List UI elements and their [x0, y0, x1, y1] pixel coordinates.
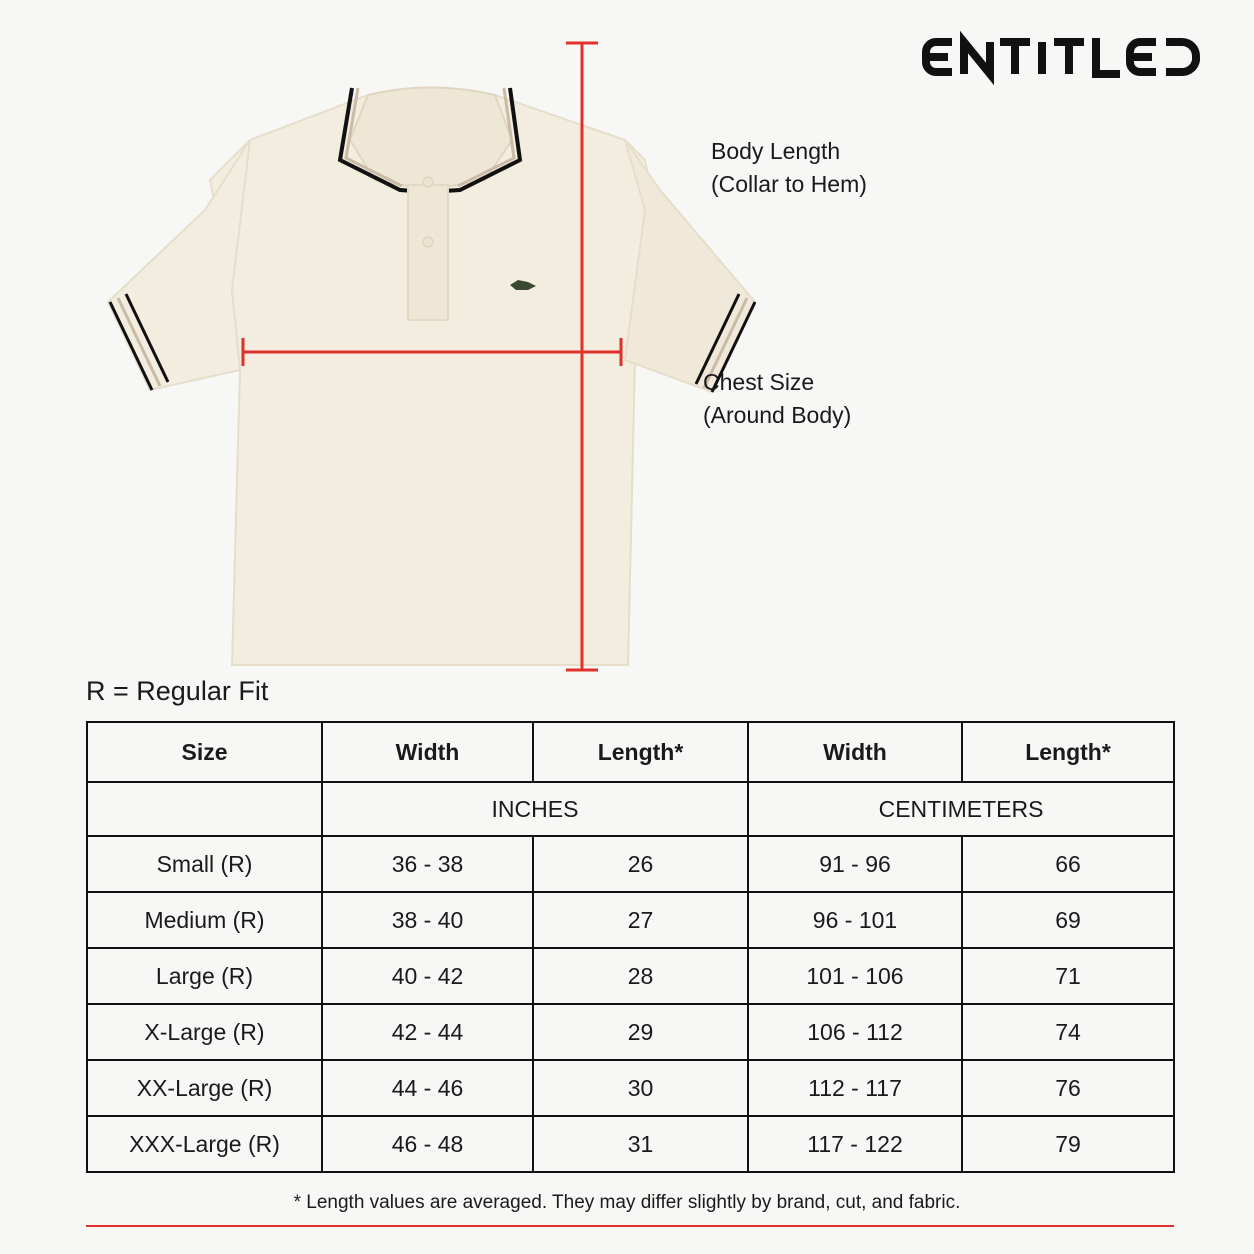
body-length-label-subtitle: (Collar to Hem): [711, 171, 867, 197]
table-row: [87, 948, 1174, 1004]
size-table: [86, 721, 1175, 1173]
polo-shirt-diagram: [100, 40, 780, 680]
table-row: [87, 836, 1174, 892]
length-inches-cell: 28: [533, 948, 748, 1004]
header-size: Size: [87, 722, 322, 782]
shirt-left-sleeve: [108, 140, 250, 390]
table-units-row: [87, 782, 1174, 836]
chest-size-label-title: Chest Size: [703, 369, 815, 395]
width-cm-cell: 117 - 122: [748, 1116, 962, 1172]
width-cm-cell: 112 - 117: [748, 1060, 962, 1116]
size-cell: XX-Large (R): [87, 1060, 322, 1116]
units-centimeters: CENTIMETERS: [748, 782, 1174, 836]
length-inches-cell: 26: [533, 836, 748, 892]
length-inches-cell: 31: [533, 1116, 748, 1172]
polo-shirt-illustration: [100, 40, 780, 680]
width-inches-cell: 46 - 48: [322, 1116, 533, 1172]
size-cell: Large (R): [87, 948, 322, 1004]
table-row: [87, 1004, 1174, 1060]
brand-logo: [920, 28, 1205, 88]
header-length-cm: Length*: [962, 722, 1174, 782]
footnote: * Length values are averaged. They may differ slightly by brand, cut, and fabric.: [293, 1192, 961, 1213]
body-length-label-title: Body Length: [711, 138, 841, 164]
length-cm-cell: 71: [962, 948, 1174, 1004]
size-cell: Medium (R): [87, 892, 322, 948]
size-cell: Small (R): [87, 836, 322, 892]
brand-logo-mark: [920, 28, 1205, 88]
units-empty-cell: [87, 782, 322, 836]
shirt-placket: [408, 185, 448, 320]
length-cm-cell: 66: [962, 836, 1174, 892]
length-inches-cell: 27: [533, 892, 748, 948]
width-cm-cell: 91 - 96: [748, 836, 962, 892]
length-inches-cell: 30: [533, 1060, 748, 1116]
table-header-row: [87, 722, 1174, 782]
units-inches: INCHES: [322, 782, 748, 836]
width-inches-cell: 38 - 40: [322, 892, 533, 948]
size-cell: XXX-Large (R): [87, 1116, 322, 1172]
length-cm-cell: 76: [962, 1060, 1174, 1116]
size-cell: X-Large (R): [87, 1004, 322, 1060]
table-row: [87, 892, 1174, 948]
table-row: [87, 1060, 1174, 1116]
chest-size-label: [703, 366, 851, 432]
length-cm-cell: 69: [962, 892, 1174, 948]
width-inches-cell: 44 - 46: [322, 1060, 533, 1116]
length-cm-cell: 74: [962, 1004, 1174, 1060]
length-cm-cell: 79: [962, 1116, 1174, 1172]
width-cm-cell: 106 - 112: [748, 1004, 962, 1060]
width-inches-cell: 40 - 42: [322, 948, 533, 1004]
header-width-cm: Width: [748, 722, 962, 782]
header-width-in: Width: [322, 722, 533, 782]
width-inches-cell: 42 - 44: [322, 1004, 533, 1060]
length-inches-cell: 29: [533, 1004, 748, 1060]
table-body: [87, 836, 1174, 1172]
bottom-divider: [86, 1225, 1174, 1227]
body-length-label: [711, 135, 867, 201]
table-row: [87, 1116, 1174, 1172]
fit-legend: R = Regular Fit: [86, 676, 269, 706]
chest-size-label-subtitle: (Around Body): [703, 402, 852, 428]
width-cm-cell: 101 - 106: [748, 948, 962, 1004]
width-cm-cell: 96 - 101: [748, 892, 962, 948]
width-inches-cell: 36 - 38: [322, 836, 533, 892]
header-length-in: Length*: [533, 722, 748, 782]
